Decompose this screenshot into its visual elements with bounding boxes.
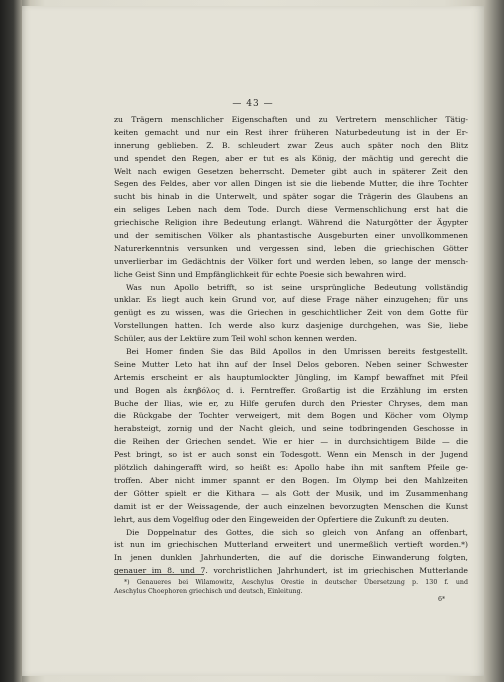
text-line: Was nun Apollo betrifft, so ist seine ursprüngliche Bedeutung vollständig: [126, 282, 468, 292]
text-line: genügt es zu wissen, was die Griechen in geschichtlicher Zeit von dem Gotte für: [114, 308, 468, 318]
text-line: und spendet den Regen, aber er tut es als König, der mächtig und gerecht die: [114, 153, 468, 163]
printer-signature-mark: 6*: [438, 596, 446, 603]
text-line: Welt nach ewigen Gesetzen beherrscht. Demeter gibt auch in späterer Zeit den: [114, 166, 468, 176]
text-line: Bei Homer finden Sie das Bild Apollos in den Umrissen bereits festgestellt.: [126, 347, 468, 357]
text-line: Segen des Feldes, aber vor allen Dingen ist sie die liebende Mutter, die ihre Tochter: [114, 179, 468, 189]
text-line: Schüler, aus der Lektüre zum Teil wohl schon kennen werden.: [114, 334, 357, 344]
text-line: Artemis erscheint er als hauptumlockter Jüngling, im Kampf bewaffnet mit Pfeil: [114, 372, 468, 382]
text-line: Die Doppelnatur des Gottes, die sich so gleich von Anfang an offenbart,: [126, 527, 468, 537]
text-line: unverlierbar im Gedächtnis der Völker fort und werden leben, so lange der mensch-: [114, 256, 468, 266]
text-line: unklar. Es liegt auch kein Grund vor, auf diese Frage näher einzugehen; für uns: [114, 295, 468, 305]
text-line: ein seliges Leben nach dem Tode. Durch diese Vermenschlichung erst hat die: [114, 205, 468, 215]
footnote: [114, 578, 468, 596]
footnote-rule: [114, 574, 204, 575]
page-number: — 43 —: [232, 99, 274, 109]
text-line: die Reihen der Griechen sendet. Wie er hier — in durchsichtigem Bilde — die: [114, 437, 468, 447]
text-line: Naturerkenntnis versunken und vergessen sind, leben die griechischen Götter: [114, 243, 468, 253]
text-line: Pest bringt, so ist er auch sonst ein Todesgott. Wenn ein Mensch in der Jugend: [114, 450, 468, 460]
text-line: sucht bis hinab in die Unterwelt, und später sogar die Trägerin des Glaubens an: [114, 192, 468, 202]
text-line: die Rückgabe der Tochter verweigert, mit dem Bogen und Köcher vom Olymp: [114, 411, 468, 421]
text-line: Vorstellungen hatten. Ich werde also kurz dasjenige durchgehen, was Sie, liebe: [114, 321, 468, 331]
text-line: herabsteigt, zornig und der Nacht gleich, und seine todbringenden Geschosse in: [114, 424, 468, 434]
text-line: Seine Mutter Leto hat ihn auf der Insel Delos geboren. Neben seiner Schwester: [114, 359, 468, 369]
text-line: der Götter spielt er die Kithara — als Gott der Musik, und im Zusammenhang: [114, 488, 468, 498]
text-line: genauer im 8. und 7. vorchristlichen Jahrhundert, ist im griechischen Mutterlande: [114, 566, 468, 576]
text-line: ist nun im griechischen Mutterland erweitert und unermeßlich vertieft worden.*): [114, 540, 468, 550]
text-line: zu Trägern menschlicher Eigenschaften und zu Vertretern menschlicher Tätig-: [114, 115, 468, 124]
text-line: liche Geist Sinn und Empfänglichkeit für echte Poesie sich bewahren wird.: [114, 269, 407, 279]
book-gutter-shadow: [0, 0, 22, 682]
footnote-line: *) Genaueres bei Wilamowitz, Aeschylus Orestie in deutscher Übersetzung p. 130 f. und: [124, 579, 468, 586]
text-line: innerung geblieben. Z. B. schleudert zwar Zeus auch später noch den Blitz: [114, 140, 468, 150]
text-line: und der semitischen Völker als phantastische Ausgeburten einer unvollkommenen: [114, 231, 468, 241]
text-line: Buche der Ilias, wie er, zu Hilfe gerufen durch den Priester Chryses, dem man: [114, 398, 468, 408]
text-line: keiten gemacht und nur ein Rest ihrer früheren Naturbedeutung ist in der Er-: [114, 127, 468, 137]
text-line: damit ist er der Weissagende, der auch einzelnen bevorzugten Menschen die Kunst: [114, 501, 468, 511]
text-line: lehrt, aus dem Vogelflug oder den Eingeweiden der Opfertiere die Zukunft zu deuten.: [114, 514, 449, 524]
text-line: griechische Religion ihre Bedeutung erlangt. Während die Naturgötter der Ägypter: [114, 218, 468, 228]
text-line: In jenen dunklen Jahrhunderten, die auf die dorische Einwanderung folgten,: [114, 553, 468, 563]
main-text: [114, 114, 468, 578]
text-line: und Bogen als ἑκηβόλος d. i. Ferntreffer. Großartig ist die Erzählung im ersten: [114, 385, 468, 395]
text-line: plötzlich dahingerafft wird, so heißt es: Apollo habe ihn mit sanftem Pfeile ge-: [114, 463, 468, 473]
footnote-line: Aeschylus Choephoren griechisch und deutsch, Einleitung.: [114, 588, 303, 596]
text-line: troffen. Aber nicht immer spannt er den Bogen. Im Olymp bei den Mahlzeiten: [114, 475, 468, 485]
